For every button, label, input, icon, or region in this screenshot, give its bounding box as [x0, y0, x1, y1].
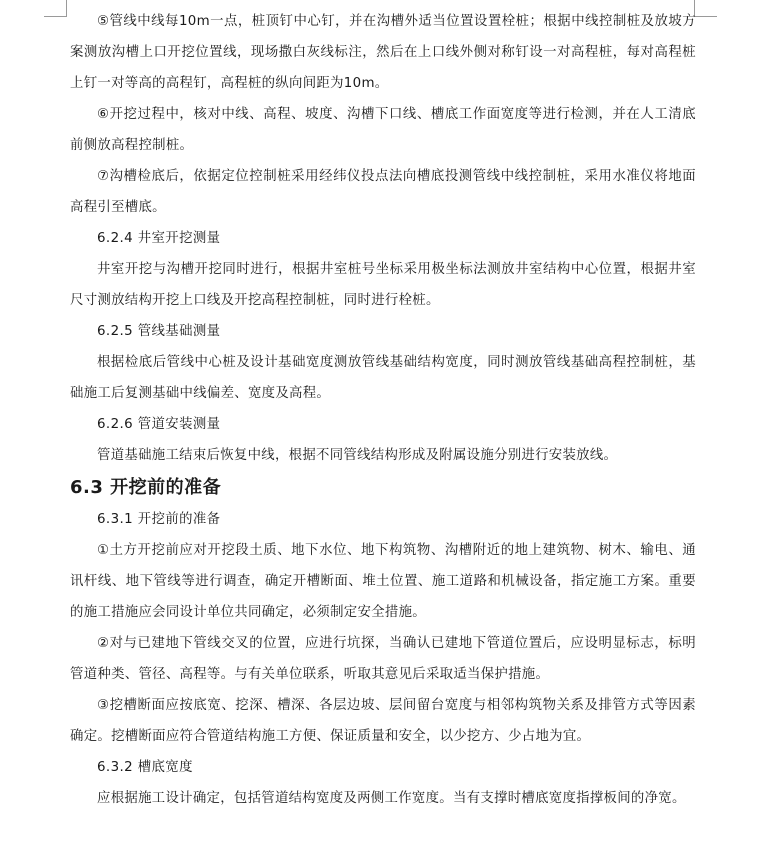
- heading-6-3-2: 6.3.2 槽底宽度: [97, 760, 193, 775]
- document-body: [70, 6, 696, 814]
- paragraph-item-7: ⑦沟槽检底后，依据定位控制桩采用经纬仪投点法向槽底投测管线中线控制桩，采用水准仪将地面高程引至槽底。: [70, 169, 696, 215]
- paragraph-item-6: ⑥开挖过程中，核对中线、高程、坡度、沟槽下口线、槽底工作面宽度等进行检测，并在人工清底前侧放高程控制桩。: [70, 107, 696, 153]
- paragraph-trench-width: 应根据施工设计确定，包括管道结构宽度及两侧工作宽度。当有支撑时槽底宽度指撑板间的净宽。: [97, 791, 686, 806]
- page-corner-mark-right: [694, 0, 717, 17]
- paragraph-item-5: ⑤管线中线每10m一点，桩顶钉中心钉，并在沟槽外适当位置设置栓桩；根据中线控制桩及放坡方案测放沟槽上口开挖位置线，现场撒白灰线标注，然后在上口线外侧对称钉设一对高程桩，每对高程桩上钉一对等高的高程钉，高程桩的纵向间距为10m。: [70, 14, 696, 91]
- paragraph-pipe-foundation: 根据检底后管线中心桩及设计基础宽度测放管线基础结构宽度，同时测放管线基础高程控制桩，基础施工后复测基础中线偏差、宽度及高程。: [70, 355, 696, 401]
- paragraph-prep-item-3: ③挖槽断面应按底宽、挖深、槽深、各层边坡、层间留台宽度与相邻构筑物关系及排管方式等因素确定。挖槽断面应符合管道结构施工方便、保证质量和安全，以少挖方、少占地为宜。: [70, 698, 696, 744]
- heading-6-3-1: 6.3.1 开挖前的准备: [97, 512, 221, 527]
- paragraph-pipe-installation: 管道基础施工结束后恢复中线，根据不同管线结构形成及附属设施分别进行安装放线。: [97, 448, 618, 463]
- paragraph-prep-item-1: ①土方开挖前应对开挖段土质、地下水位、地下构筑物、沟槽附近的地上建筑物、树木、输电、通讯杆线、地下管线等进行调查，确定开槽断面、堆土位置、施工道路和机械设备，指定施工方案。重要的施工措施应会同设计单位共同确定，必须制定安全措施。: [70, 543, 696, 620]
- paragraph-prep-item-2: ②对与已建地下管线交叉的位置，应进行坑探，当确认已建地下管道位置后，应设明显标志，标明管道种类、管径、高程等。与有关单位联系，听取其意见后采取适当保护措施。: [70, 636, 696, 682]
- heading-6-2-4: 6.2.4 井室开挖测量: [97, 231, 221, 246]
- heading-6-2-5: 6.2.5 管线基础测量: [97, 324, 221, 339]
- heading-6-3: 6.3 开挖前的准备: [70, 477, 222, 498]
- page-corner-mark-left: [44, 0, 67, 17]
- heading-6-2-6: 6.2.6 管道安装测量: [97, 417, 221, 432]
- paragraph-well-excavation: 井室开挖与沟槽开挖同时进行，根据井室桩号坐标采用极坐标法测放井室结构中心位置，根据井室尺寸测放结构开挖上口线及开挖高程控制桩，同时进行栓桩。: [70, 262, 696, 308]
